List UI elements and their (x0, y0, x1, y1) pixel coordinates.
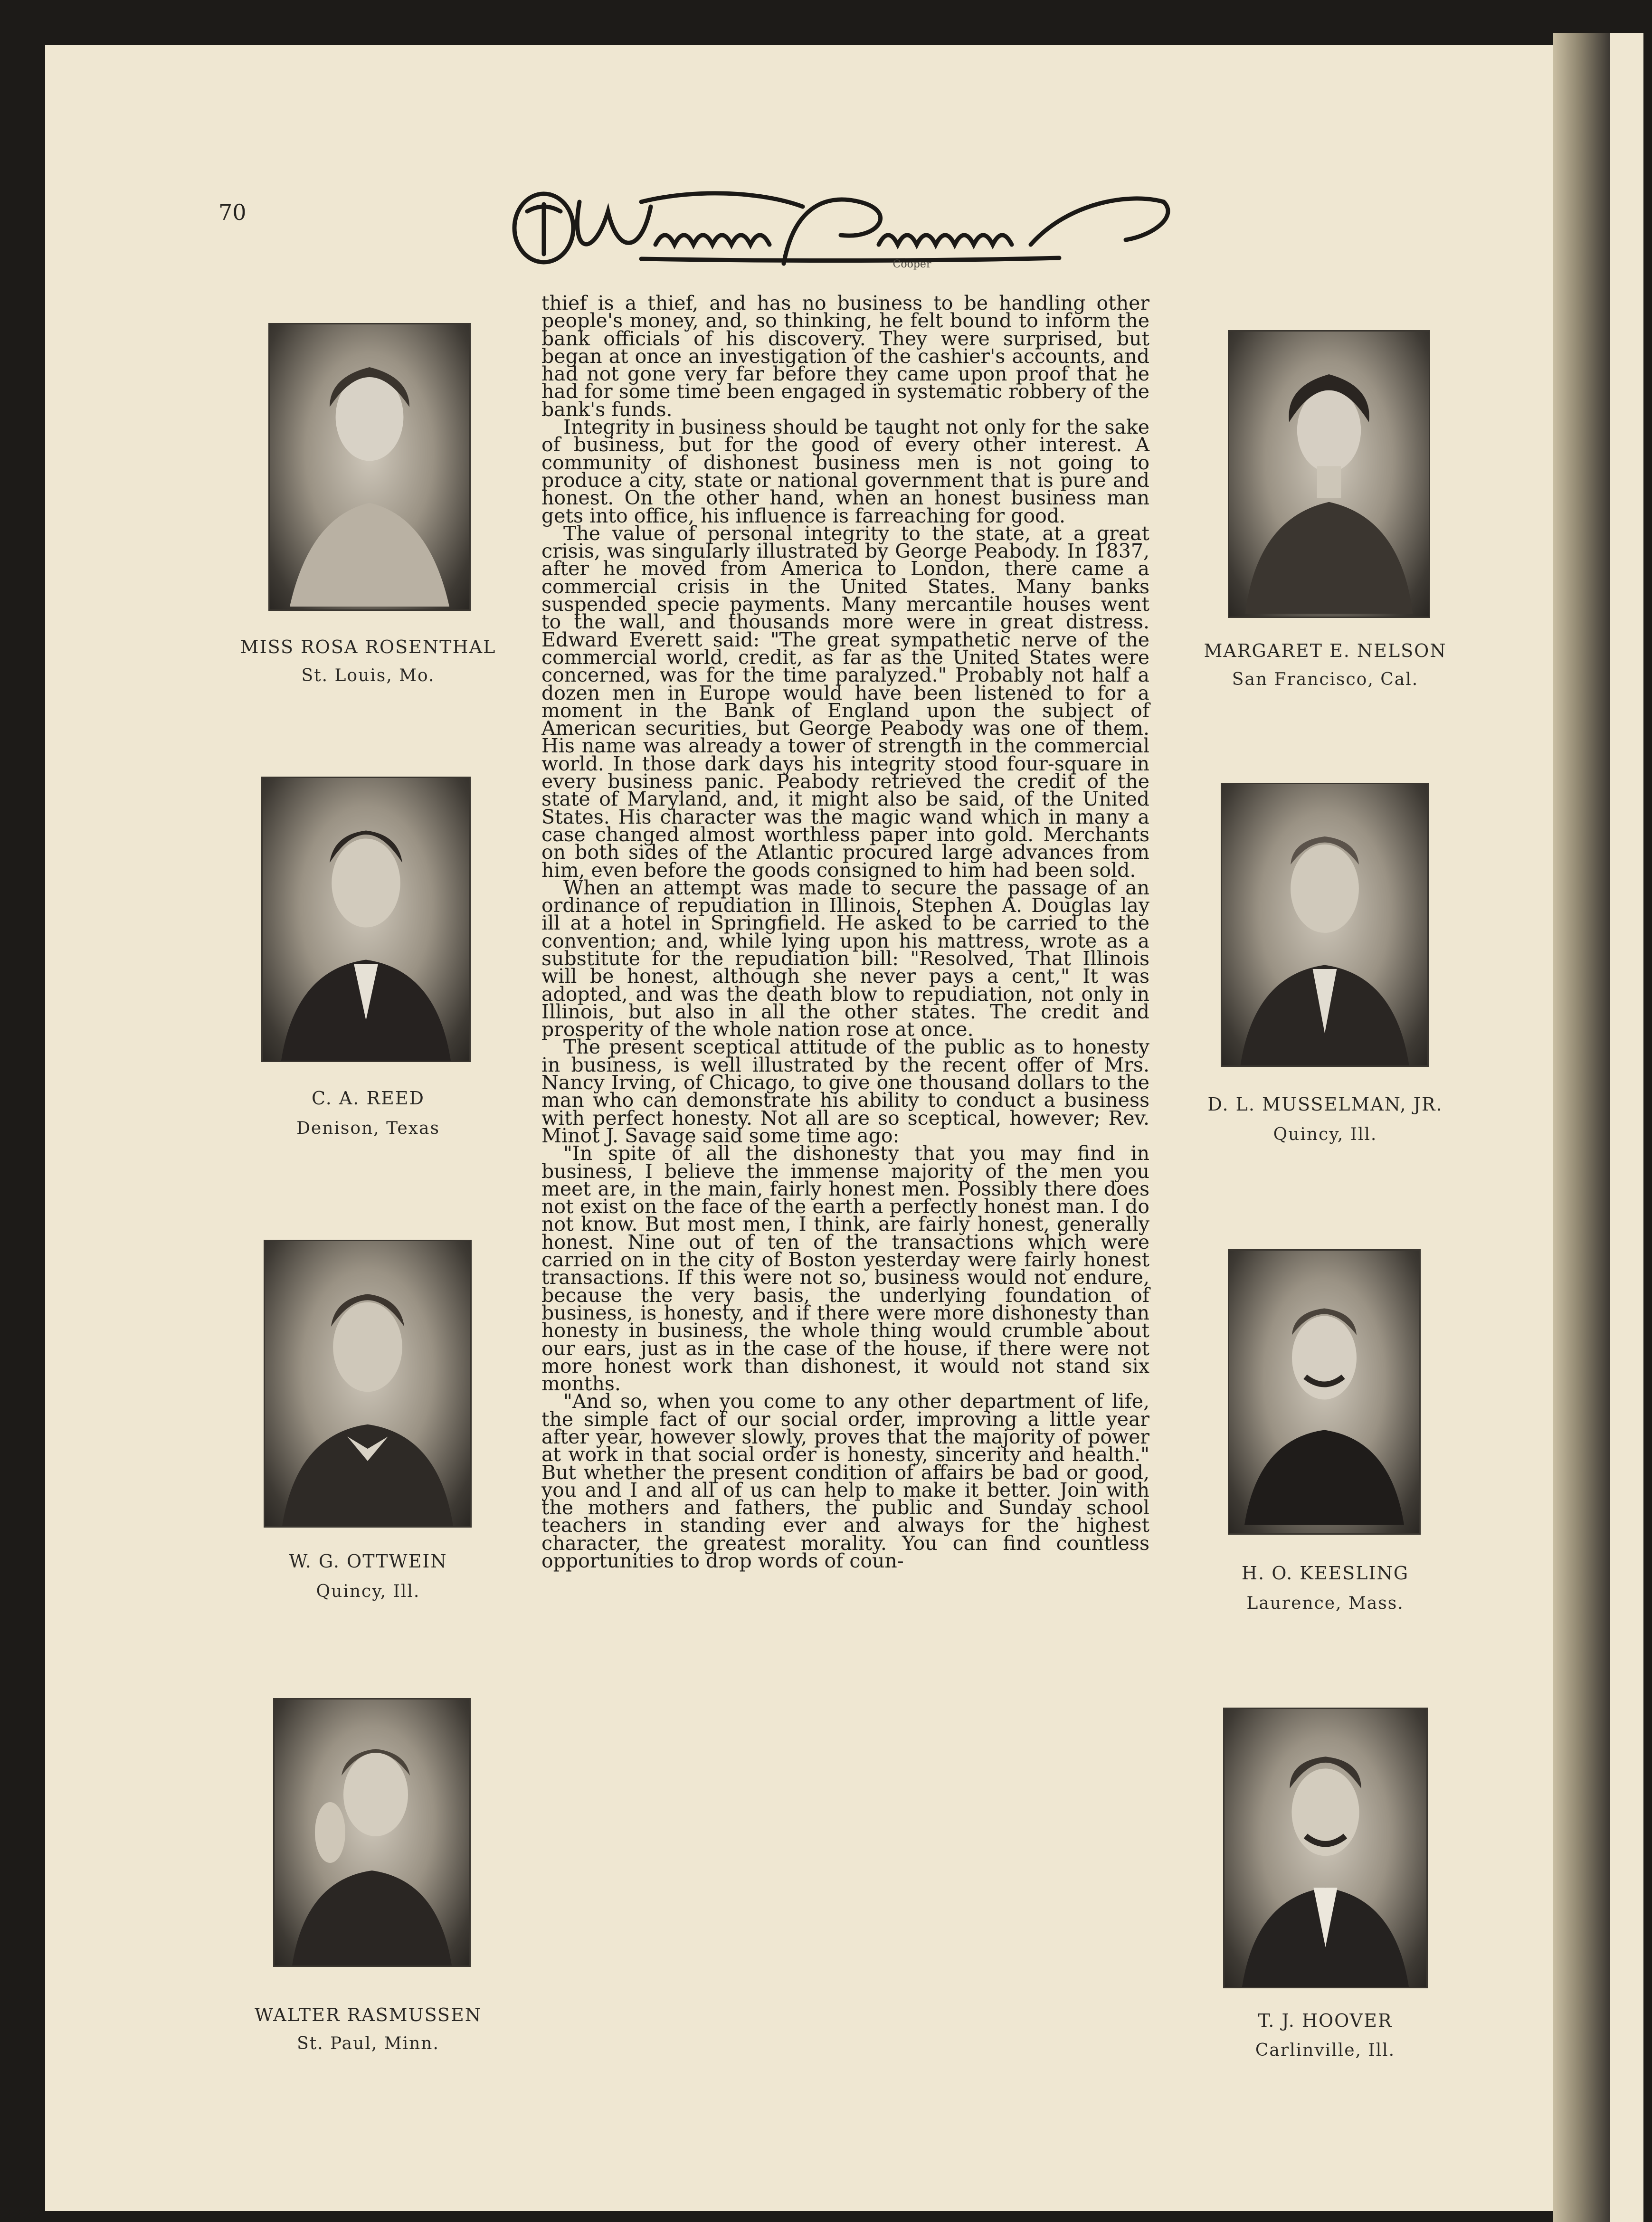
woman-portrait-icon (1229, 332, 1429, 617)
man-portrait-icon (1222, 784, 1427, 1065)
portrait-photo (1228, 1249, 1421, 1535)
portrait-place: Denison, Texas (296, 1119, 440, 1138)
portrait-place: Carlinville, Ill. (1255, 2041, 1396, 2060)
facing-page-edge (1610, 33, 1652, 2222)
portrait-name: MISS ROSA ROSENTHAL (240, 636, 496, 657)
portrait-place: Laurence, Mass. (1246, 1594, 1404, 1613)
portrait-place: St. Paul, Minn. (297, 2034, 439, 2053)
portrait-place: St. Louis, Mo. (301, 666, 435, 685)
portrait-name: MARGARET E. NELSON (1204, 640, 1447, 661)
portrait-place: Quincy, Ill. (1273, 1125, 1377, 1144)
article-paragraph: The present sceptical attitude of the public as to honesty in business, is well illustrated by the recent offer of Mrs. Nancy Irving, of Chicago, to give one thousand dollars to the man who can demonstrate his ability to conduct a business with perfect honesty. Not all are so sceptical, however; Rev. Minot J. Savage said some time ago: (541, 1035, 1149, 1147)
masthead-script-icon (499, 183, 1183, 278)
page-number: 70 (218, 199, 247, 225)
book-spine-shadow (1553, 33, 1610, 2222)
article-paragraph: "In spite of all the dishonesty that you may find in business, I believe the immense majority of the men you meet are, in the main, fairly honest men. Possibly there does not exist on the face of the earth a perfectly honest man. I do not know. But most men, I think, are fairly honest, generally honest. Nine out of ten of the transactions which were carried on in the city of Boston yesterday were fairly honest transactions. If this were not so, business would not endure, because the very basis, the underlying foundation of business, is honesty, and if there were more dishonesty than honesty in business, the whole thing would crumble about our ears, just as in the case of the house, if there were not more honest work than dishonest, it would not stand six months. (541, 1142, 1149, 1396)
portrait-photo (1221, 783, 1429, 1067)
man-portrait-icon (265, 1241, 470, 1526)
portrait-name: D. L. MUSSELMAN, JR. (1207, 1094, 1443, 1115)
portrait-name: W. G. OTTWEIN (289, 1551, 447, 1572)
portrait-name: H. O. KEESLING (1241, 1563, 1409, 1584)
article-paragraph: The value of personal integrity to the state, at a great crisis, was singularly illustrated by George Peabody. In 1837, after he moved from America to London, there came a commercial crisis in the United States. Many banks suspended specie payments. Many mercantile houses went to the wall, and thousands more were in great distress. Edward Everett said: "The great sympathetic nerve of the commercial world, credit, as far as the United States were concerned, was for the time paralyzed." Probably not half a dozen men in Europe would have been listened to for a moment in the Bank of England upon the subject of American securities, but George Peabody was one of them. His name was already a tower of strength in the commercial world. In those dark days his integrity stood four-square in every business panic. Peabody retrieved the credit of the state of Maryland, and, it might also be said, of the United States. His character was the magic wand which in many a case changed almost worthless paper into gold. Merchants on both sides of the Atlantic procured large advances from him, even before the goods consigned to him had been sold. (541, 522, 1149, 882)
article-paragraph: When an attempt was made to secure the passage of an ordinance of repudiation in Illinois, Stephen A. Douglas lay ill at a hotel in Springfield. He asked to be carried to the convention; and, while lying upon his mattress, wrote as a substitute for the repudiation bill: "Resolved, That Illinois will be honest, although she never pays a cent," It was adopted, and was the death blow to repudiation, not only in Illinois, but also in all the other states. The credit and prosperity of the whole nation rose at once. (541, 876, 1149, 1041)
portrait-photo (264, 1240, 472, 1528)
man-portrait-icon (1225, 1709, 1426, 1987)
man-portrait-icon (275, 1700, 469, 1966)
portrait-name: WALTER RASMUSSEN (255, 2004, 482, 2025)
portrait-name: T. J. HOOVER (1258, 2010, 1393, 2031)
masthead-logo (499, 183, 1183, 278)
portrait-photo (268, 323, 471, 611)
portrait-photo (273, 1698, 471, 1967)
article-paragraph: thief is a thief, and has no business to be handling other people's money, and, so thinking, he felt bound to inform the bank officials of his discovery. They were surprised, but began at once an investigation of the cashier's accounts, and had not gone very far before they came upon proof that he had for some time been engaged in systematic robbery of the bank's funds. (541, 292, 1149, 421)
article-paragraph: Integrity in business should be taught not only for the sake of business, but for the good of every other interest. A community of dishonest business men is not going to produce a city, state or national government that is pure and honest. On the other hand, when an honest business man gets into office, his influence is farreaching for good. (541, 416, 1149, 527)
portrait-photo (1223, 1708, 1428, 1988)
portrait-photo (261, 777, 471, 1062)
masthead-sub: Cooper (892, 258, 931, 270)
article-body (541, 292, 1149, 1573)
portrait-place: Quincy, Ill. (316, 1582, 420, 1601)
woman-portrait-icon (270, 324, 469, 609)
portrait-place: San Francisco, Cal. (1232, 670, 1419, 689)
article-paragraph: "And so, when you come to any other department of life, the simple fact of our social order, improving a little year after year, however slowly, proves that the majority of power at work in that social order is honesty, sincerity and health." But whether the present condition of affairs be bad or good, you and I and all of us can help to make it better. Join with the mothers and fathers, the public and Sunday school teachers in standing ever and always for the highest character, the greatest morality. You can find countless opportunities to drop words of coun- (541, 1390, 1149, 1573)
man-portrait-icon (1229, 1251, 1419, 1533)
man-portrait-icon (263, 778, 469, 1061)
portrait-photo (1228, 330, 1430, 618)
portrait-name: C. A. REED (311, 1088, 425, 1109)
